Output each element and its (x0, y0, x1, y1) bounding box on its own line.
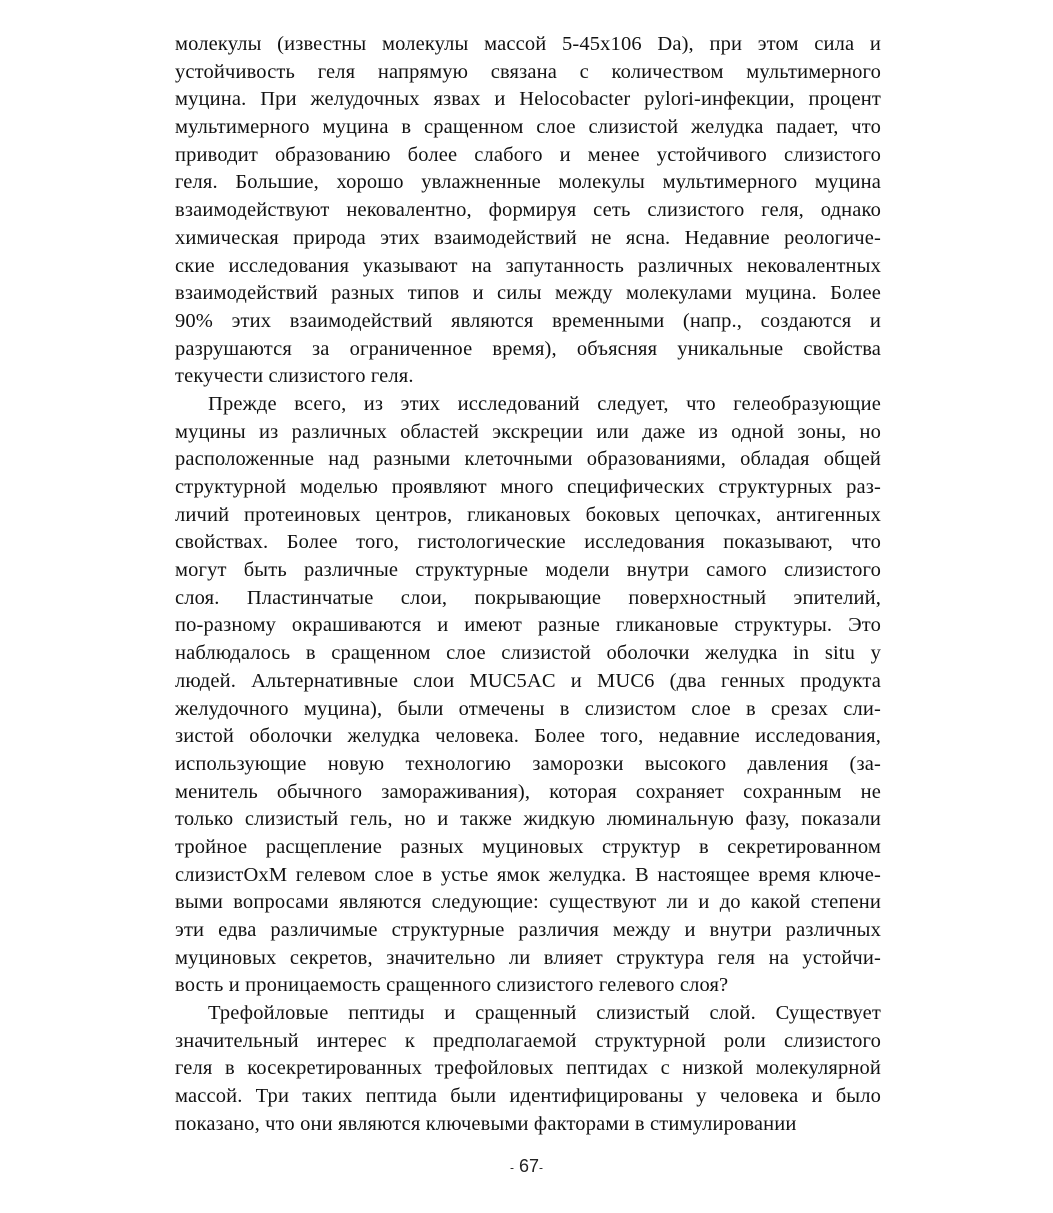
text-line: расположенные над разными клеточными образованиями, обладая общей (175, 448, 881, 471)
text-line: ские исследования указывают на запутанность различных нековалентных (175, 254, 881, 277)
text-line: муцины из различных областей экскреции или даже из одной зоны, но (175, 420, 881, 443)
text-line: личий протеиновых центров, гликановых боковых цепочках, антигенных (175, 503, 881, 526)
text-line: наблюдалось в сращенном слое слизистой оболочки желудка in situ у (175, 642, 881, 665)
text-line: менитель обычного замораживания), которая сохраняет сохранным не (175, 780, 881, 803)
text-line: показано, что они являются ключевыми факторами в стимулировании (175, 1112, 797, 1135)
text-line: структурной моделью проявляют много специфических структурных раз- (175, 476, 881, 498)
text-line: устойчивость геля напрямую связана с количеством мультимерного (175, 60, 881, 83)
text-line: Прежде всего, из этих исследований следует, что гелеобразующие (208, 392, 881, 415)
text-line: геля в косекретированных трефойловых пептидах с низкой молекулярной (175, 1057, 881, 1080)
text-line: взаимодействий разных типов и силы между молекулами муцина. Более (175, 282, 881, 305)
text-line: молекулы (известны молекулы массой 5-45х106 Da), при этом сила и (175, 33, 881, 55)
text-line: по-разному окрашиваются и имеют разные гликановые структуры. Это (175, 614, 881, 637)
text-line: желудочного муцина), были отмечены в слизистом слое в срезах сли- (175, 697, 881, 720)
text-line: разрушаются за ограниченное время), объясняя уникальные свойства (175, 337, 881, 360)
paragraph (175, 1000, 881, 1138)
page-number-value: 67 (518, 1156, 540, 1176)
text-line: муциновых секретов, значительно ли влияет структура геля на устойчи- (175, 946, 881, 969)
text-line: значительный интерес к предполагаемой структурной роли слизистого (175, 1029, 881, 1052)
text-line: тройное расщепление разных муциновых структур в секретированном (175, 835, 881, 858)
page-number-prefix: - (509, 1160, 514, 1175)
text-line: вость и проницаемость сращенного слизистого гелевого слоя? (175, 974, 729, 997)
body-text (175, 31, 881, 1139)
text-line: слизистОхМ гелевом слое в устье ямок желудка. В настоящее время ключе- (175, 863, 881, 886)
text-line: использующие новую технологию заморозки высокого давления (за- (175, 752, 881, 775)
text-line: мультимерного муцина в сращенном слое слизистой желудка падает, что (175, 116, 881, 139)
text-line: взаимодействуют нековалентно, формируя сеть слизистого геля, однако (175, 199, 881, 222)
text-line: людей. Альтернативные слои MUC5AC и MUC6 (два генных продукта (175, 669, 881, 692)
text-line: только слизистый гель, но и также жидкую люминальную фазу, показали (175, 808, 881, 831)
paragraph (175, 391, 881, 1000)
text-line: выми вопросами являются следующие: существуют ли и до какой степени (175, 891, 881, 914)
text-line: химическая природа этих взаимодействий не ясна. Недавние реологиче- (175, 226, 881, 249)
paragraph (175, 31, 881, 391)
page-number-suffix: - (539, 1160, 544, 1175)
text-line: геля. Большие, хорошо увлажненные молекулы мультимерного муцина (175, 171, 881, 194)
text-line: текучести слизистого геля. (175, 365, 414, 388)
text-line: могут быть различные структурные модели внутри самого слизистого (175, 559, 881, 582)
text-line: приводит образованию более слабого и менее устойчивого слизистого (175, 143, 881, 166)
text-line: Трефойловые пептиды и сращенный слизистый слой. Существует (208, 1002, 881, 1025)
page-number (0, 1156, 1053, 1177)
text-line: свойствах. Более того, гистологические исследования показывают, что (175, 531, 881, 554)
text-line: эти едва различимые структурные различия между и внутри различных (175, 919, 881, 941)
text-line: 90% этих взаимодействий являются временными (напр., создаются и (175, 309, 881, 332)
text-line: массой. Три таких пептида были идентифицированы у человека и было (175, 1085, 881, 1108)
text-line: муцина. При желудочных язвах и Helocobacter pylori-инфекции, процент (175, 88, 881, 111)
text-line: зистой оболочки желудка человека. Более того, недавние исследования, (175, 725, 881, 748)
text-line: слоя. Пластинчатые слои, покрывающие поверхностный эпителий, (175, 586, 881, 609)
